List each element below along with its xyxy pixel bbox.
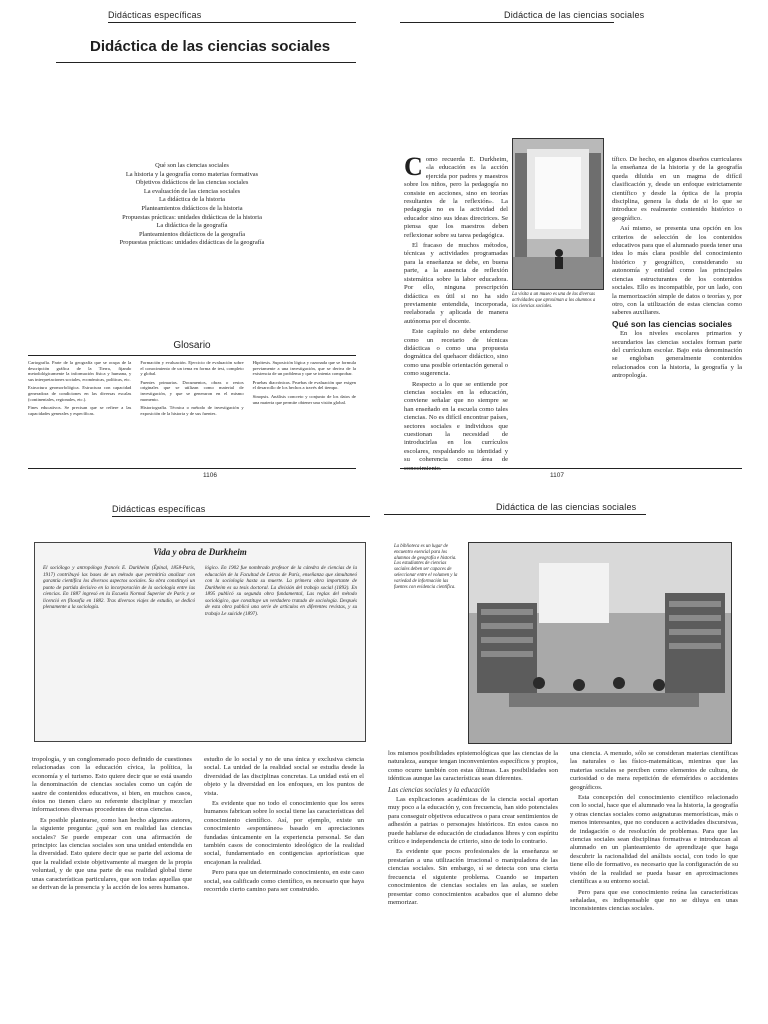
paragraph: Como recuerda E. Durkheim, «la educación es la acción ejercida por padres y maestros sobre los niños, pero la pedagogía no consiste en acciones, sino en teorías resultantes de la reflexión». La pedagogía no es la actividad del educador sino sus ideas directrices. Se piensa que los maestros deben reflexionar sobre su tarea pedagógica. <box>404 152 508 239</box>
running-head: Didácticas específicas <box>108 10 202 20</box>
paragraph: Esta concepción del conocimiento científico relacionado con lo social, hace que el alumnado vea la historia, la geografía y otras ciencias sociales como asignaturas memorísticas, más o menos interesantes, que no conducen a actividades discursivas, de indagación o de resolución de problemas. Para que las ciencias sociales sean disciplinas formativas e introduzcan al alumnado en un planteamiento de aprendizaje que haga descubrir la racionalidad del análisis social, con todo lo que tiene ello de formativo, es necesario que la configuración de su visión de la realidad se pueda basar en aproximaciones científicas a su entorno social. <box>570 794 738 886</box>
paragraph: Es evidente que pocos profesionales de la enseñanza se prestarían a una utilización irracional o manipuladora de las ciencias sociales. Sin embargo, sí se detecta con una cierta frecuencia el siguiente problema. Cuando se imparten conocimientos de ciencias sociales en las aulas, se suelen presentar como conocimientos acabados que el alumno debe memorizar. <box>388 848 558 906</box>
drop-cap: C <box>404 152 423 181</box>
paragraph: Las explicaciones académicas de la ciencia social aportan muy poco a la educación y, con frecuencia, han sido potenciales para conseguir objetivos educativos o para crear sentimientos de adhesión a patrias o personajes históricos. En estos casos no puede hablarse de educación de ciudadanos libres y con espíritu crítico e independencia de criterio, sino de todo lo contrario. <box>388 796 558 846</box>
photo-caption: La biblioteca es un lugar de encuentro esencial para los alumnos de geografía e historia. Los estudiantes de ciencias sociales deben ser capaces de seleccionar entre el volumen y la variedad de información las fuentes con evidencia científica. <box>394 544 458 590</box>
glossary-entry: Cartografía. Parte de la geografía que se ocupa de la descripción gráfica de la Tierra, fijando metodológicamente la información física y humana, y sus interpretaciones sociales, económicas, políticas, etc. <box>28 360 132 382</box>
museum-photo-image <box>513 139 603 289</box>
header-rule <box>112 516 370 517</box>
page-number: 1107 <box>550 472 564 479</box>
glossary-rule <box>28 355 356 356</box>
box-column: lógico. En 1902 fue nombrado profesor de la cátedra de ciencias de la educación de la Facultad de Letras de París, enseñanza que simultaneó con la sociología hasta su muerte. La primera obra importante de Durkheim es su tesis doctoral. La división del trabajo social (1893). En 1895 publicó su segunda obra fundamental, Las reglas del método sociológico, que constituye un verdadero tratado de sociología. Después de esta obra publicó una serie de artículos en diferentes revistas, y su trabajo Le suicide (1897). <box>205 565 357 617</box>
paragraph: Es evidente que no todo el conocimiento que los seres humanos fabrican sobre lo social tiene las características del conocimiento científico. Así, por ejemplo, existe un conocimiento «espontáneo» basado en apreciaciones fundadas únicamente en la experiencia personal. Se dan también casos de conocimiento ideológico de la realidad social, fundamentado en contigencias apriorísticas que encajonan la realidad. <box>204 800 364 866</box>
glossary-title: Glosario <box>173 340 211 351</box>
footer-rule <box>28 468 356 469</box>
paragraph: estudio de lo social y no de una única y exclusiva ciencia social. La unidad de la realidad social se estudia desde la diversidad de las disciplinas concretas. La unidad está en el objeto y la diversidad en los enfoques, en los puntos de vista. <box>204 756 364 797</box>
glossary-entry: Estructura geomorfológica. Estructura con capacidad generadora de condiciones en las diversas escalas (continentales, regionales, etc.). <box>28 385 132 402</box>
toc-item: La historia y la geografía como materias formativas <box>125 170 259 178</box>
glossary-entry: Sinopsis. Análisis concreto y conjunto de los datos de una materia que permite obtener una visión global. <box>252 393 356 405</box>
running-head: Didáctica de las ciencias sociales <box>504 10 645 20</box>
paragraph: En los niveles escolares primarios y secundarios las ciencias sociales forman parte del currículum escolar. Bajo esta denominación se engloban generalmente contenidos relacionados con la historia, la geografía y la antropología. <box>612 330 742 380</box>
toc-item: La didáctica de la historia <box>158 196 225 204</box>
chapter-title: Didáctica de las ciencias sociales <box>90 38 331 55</box>
footer-rule <box>400 468 742 469</box>
paragraph: Este capítulo no debe entenderse como un recetario de técnicas didácticas o como una propuesta dogmática del quehacer didáctico, sino como una posible orientación general o como sugerencia. <box>404 328 508 378</box>
section-heading: Qué son las ciencias sociales <box>612 318 733 329</box>
section-heading: Las ciencias sociales y la educación <box>388 785 490 794</box>
toc-item: Qué son las ciencias sociales <box>155 162 229 169</box>
glossary-column <box>28 360 131 460</box>
glossary-entry: Formación y evaluación. Ejercicio de evaluación sobre el conocimiento de un tema en forma de test, completo y global. <box>140 360 244 377</box>
paragraph: Pero para que ese conocimiento reúna las características señaladas, es indispensable que no se diluya en unas inconsistentes ciencias sociales. <box>570 888 738 913</box>
glossary-entry: Pruebas diacrónicas. Pruebas de evaluación que exigen el desarrollo de los hechos a través del tiempo. <box>252 379 356 391</box>
text-column <box>404 152 508 472</box>
page-1107 <box>400 10 742 488</box>
toc-item: Propuestas prácticas: unidades didácticas de la historia <box>122 213 262 221</box>
glossary-entry: Hipótesis. Suposición lógica y razonada que se formula previamente a una investigación, que se deriva de la existencia de un problema y que se intenta comprobar. <box>252 360 356 377</box>
header-rule <box>384 514 646 515</box>
page-1106 <box>28 10 356 488</box>
page-number: 1106 <box>203 472 217 479</box>
text-column <box>32 756 192 1024</box>
header-rule <box>108 22 356 23</box>
text-column <box>204 756 364 1024</box>
paragraph: Pero para que un determinado conocimiento, en este caso social, sea calificado como científico, es necesario que haya recorrido cierto camino para ser construido. <box>204 869 364 894</box>
toc-item: La didáctica de la geografía <box>156 222 228 230</box>
top-spread <box>0 0 768 492</box>
box-column: El sociólogo y antropólogo francés E. Durkheim (Épinal, 1858-París, 1917) contribuyó las bases de un método que permitiría analizar con garantía científica los diversos aspectos sociales. Su obra constituyó un punto de partida decisivo en la incorporación de la sociología entre las ciencias. En 1887 ingresó en la Escuela Normal Superior de París y se licenció en filosofía en 1882. Tras diversos viajes de estudio, se dedicó plenamente a la sociología. <box>43 565 195 610</box>
bottom-spread <box>0 492 768 1024</box>
library-photo <box>468 542 732 744</box>
glossary-entry: Historiografía. Técnica o método de investigación y exposición de la historia y de sus fuentes. <box>140 405 244 416</box>
toc-item: Objetivos didácticos de las ciencias sociales <box>135 179 249 187</box>
title-rule <box>56 62 356 63</box>
text-column <box>388 750 558 1024</box>
glossary-entry: Fuentes primarias. Documentos, obras o restos originales que se utilizan como material de investigación, y que se generaron en el mismo momento. <box>140 379 244 402</box>
text-column <box>612 156 742 466</box>
glossary-column <box>253 360 356 460</box>
header-rule <box>400 22 614 23</box>
box-title: Vida y obra de Durkheim <box>153 547 247 557</box>
paragraph: una ciencia. A menudo, sólo se consideran materias científicas las naturales o las físico-matemáticas, mientras que las materias sociales se perciben como elementos de cultura, de curiosidad o de mera repetición de efemérides o accidentes geográficos. <box>570 750 738 791</box>
running-head: Didácticas específicas <box>112 504 206 514</box>
paragraph: Respecto a lo que se entiende por ciencias sociales en la educación, conviene señalar que no siempre se han enseñado en la escuela como tales ciencias. No es difícil encontrar países, sectores sociales e individuos que cuestionan la necesidad de introducirlas en los currículos escolares, respaldando su identidad y su coherencia como área de conocimiento. <box>404 380 508 472</box>
biography-box <box>34 542 366 742</box>
page-left-bottom <box>28 504 370 1024</box>
table-of-contents <box>28 162 356 248</box>
toc-item: La evaluación de las ciencias sociales <box>143 187 241 195</box>
glossary-column <box>140 360 243 460</box>
glossary-entry: Fines educativos. Se precisan que se refiere a las capacidades generales y específicas. <box>28 405 132 416</box>
toc-item: Propuestas prácticas: unidades didácticas de la geografía <box>119 239 265 247</box>
running-head: Didáctica de las ciencias sociales <box>496 502 637 512</box>
paragraph: tropología, y un conglomerado poco definido de cuestiones relacionadas con la educación cívica, la política, la economía y el turismo. Esto quiere decir que se está usando la denominación de ciencias sociales como un cajón de sastre de contenidos educativos, si bien, en muchos casos, éstos no tienen claro su referente disciplinar y mezclan informaciones diversas procedentes de otras ciencias. <box>32 756 192 814</box>
paragraph: Es posible plantearse, como han hecho algunos autores, la siguiente pregunta: ¿qué son en realidad las ciencias sociales? Se puede empezar con una afirmación de principio: las ciencias sociales son una unidad entendida en la diversidad. Esto quiere decir que se parte del axioma de que la realidad existe objetivamente al margen de la propia voluntad, y de que una parte de esa realidad global tiene unas características particulares, que son todas aquellas que se derivan de la presencia y la acción de los seres humanos. <box>32 816 192 892</box>
paragraph: los mismos posibilidades epistemológicas que las ciencias de la naturaleza, aunque tengan inconvenientes específicos y propios, como ocurre también con estas últimas. Las posibilidades son idénticas aunque las características sean diferentes. <box>388 750 558 783</box>
toc-item: Planteamientos didácticos de la geografía <box>138 230 246 238</box>
glossary <box>28 360 356 460</box>
paragraph: Así mismo, se presenta una opción en los criterios de selección de los contenidos educativos para que el alumnado pueda tener una idea lo más clara posible del conocimiento histórico y geográfico, considerando su autonomía y entidad como las principales ciencias estructurantes de los contenidos sociales. Ello es incompatible, por un lado, con la memorización simple de datos o teorías y, por otro, con la utilización de estas ciencias como saberes auxiliares. <box>612 225 742 317</box>
text-column <box>570 750 738 1024</box>
toc-item: Planteamientos didácticos de la historia <box>141 204 243 212</box>
paragraph: El fracaso de muchos métodos, técnicas y actividades programadas para la enseñanza se debe, en buena parte, a la ausencia de reflexión sistemática sobre la labor educadora. Por ello, ninguna prescripción didáctica es útil si no ha sido previamente entendida, incorporada, reelaborada y aplicada de manera autónoma por el docente. <box>404 242 508 325</box>
paragraph: tífico. De hecho, en algunos diseños curriculares la enseñanza de la historia y de la geografía queda diluida en un magma de difícil clasificación y, desde un enfoque estrictamente científico y desde la óptica de la propia disciplina, genera la duda de si lo que se introduce es realmente contenido histórico o geográfico. <box>612 156 742 222</box>
museum-photo <box>512 138 604 290</box>
page-right-bottom <box>384 502 744 1024</box>
photo-caption: La visita a un museo es una de las diversas actividades que aproximan a los alumnos a las ciencias sociales. <box>512 292 596 309</box>
library-photo-image <box>469 543 731 743</box>
